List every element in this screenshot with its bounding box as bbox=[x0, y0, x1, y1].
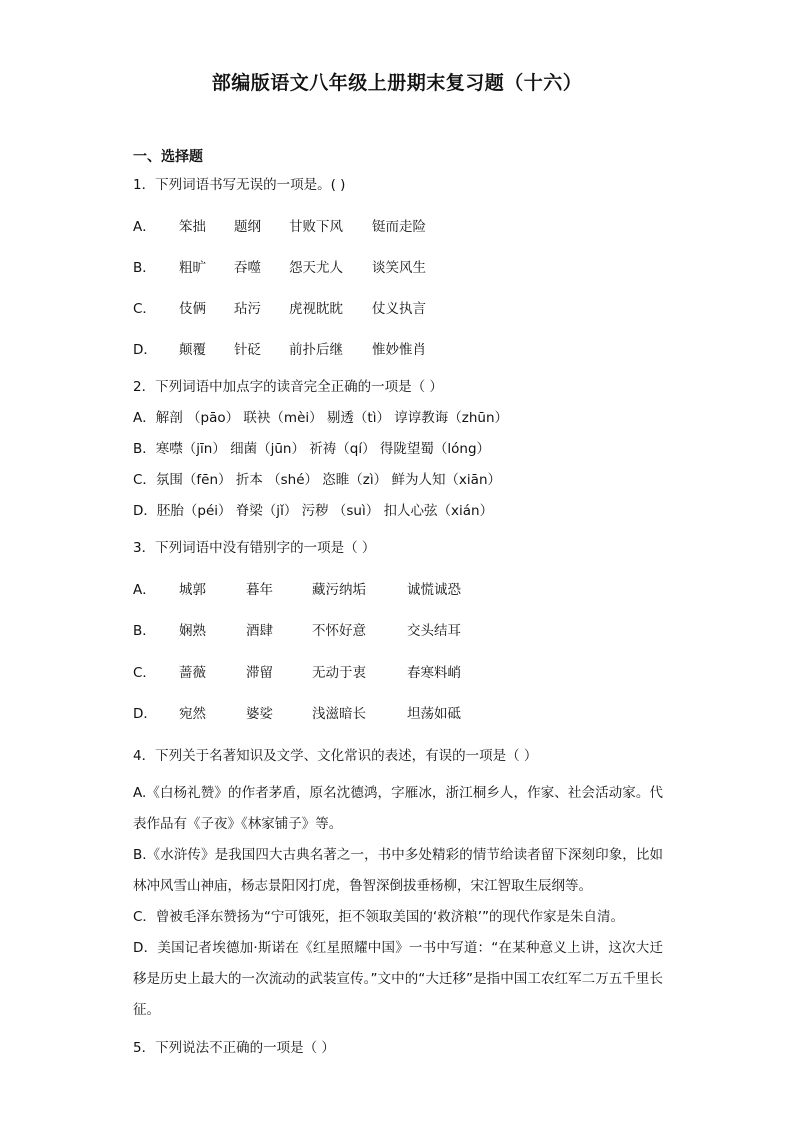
question-5-stem: 5．下列说法不正确的一项是（ ） bbox=[133, 1040, 335, 1056]
question-4-stem: 4．下列关于名著知识及文学、文化常识的表述，有误的一项是（ ） bbox=[133, 748, 538, 764]
question-1-option-c: C． 伎俩 玷污 虎视眈眈 仗义执言 bbox=[133, 301, 426, 317]
question-2-option-c: C．氛围（fēn） 折本 （shé） 恣睢（zì） 鲜为人知（xiān） bbox=[133, 472, 502, 488]
question-4-option-a: A.《白杨礼赞》的作者茅盾，原名沈德鸿，字雁冰，浙江桐乡人，作家、社会活动家。代表作品有《子夜》《林家铺子》等。 bbox=[133, 785, 663, 832]
question-2-stem: 2．下列词语中加点字的读音完全正确的一项是（ ） bbox=[133, 379, 443, 395]
question-1-stem: 1．下列词语书写无误的一项是。( ) bbox=[133, 177, 346, 193]
section-heading: 一、选择题 bbox=[133, 149, 203, 165]
question-1-option-b: B． 粗旷 吞噬 怨天尤人 谈笑风生 bbox=[133, 260, 426, 276]
question-2-option-b: B．寒噤（jīn） 细菌（jūn） 祈祷（qí） 得陇望蜀（lóng） bbox=[133, 441, 491, 457]
question-3-option-a: A． 城郭 暮年 藏污纳垢 诚慌诚恐 bbox=[133, 582, 461, 598]
question-4-option-d: D．美国记者埃德加·斯诺在《红星照耀中国》一书中写道：“在某种意义上讲，这次大迁移是历史上最大的一次流动的武装宣传。”文中的“大迁移”是指中国工农红军二万五千里长征。 bbox=[133, 940, 663, 1018]
question-3-option-c: C． 蔷薇 滞留 无动于衷 春寒料峭 bbox=[133, 665, 461, 681]
question-1-option-a: A． 笨拙 题纲 甘败下风 铤而走险 bbox=[133, 219, 426, 235]
question-3-option-b: B． 娴熟 酒肆 不怀好意 交头结耳 bbox=[133, 623, 461, 639]
page-title: 部编版语文八年级上册期末复习题（十六） bbox=[211, 72, 583, 94]
question-4-option-c: C．曾被毛泽东赞扬为“宁可饿死，拒不领取美国的‘救济粮’”的现代作家是朱自清。 bbox=[133, 909, 624, 925]
question-2-option-a: A．解剖 （pāo） 联袂（mèi） 剔透（tì） 谆谆教诲（zhūn） bbox=[133, 410, 509, 426]
question-2-option-d: D．胚胎（péi） 脊梁（jǐ） 污秽 （suì） 扣人心弦（xián） bbox=[133, 503, 494, 519]
question-4-option-b: B.《水浒传》是我国四大古典名著之一，书中多处精彩的情节给读者留下深刻印象，比如林冲风雪山神庙，杨志景阳冈打虎，鲁智深倒拔垂杨柳，宋江智取生辰纲等。 bbox=[133, 847, 663, 894]
question-3-stem: 3．下列词语中没有错别字的一项是（ ） bbox=[133, 540, 376, 556]
question-1-option-d: D． 颠覆 针砭 前扑后继 惟妙惟肖 bbox=[133, 342, 426, 358]
question-3-option-d: D． 宛然 婆娑 浅滋暗长 坦荡如砥 bbox=[133, 706, 461, 722]
